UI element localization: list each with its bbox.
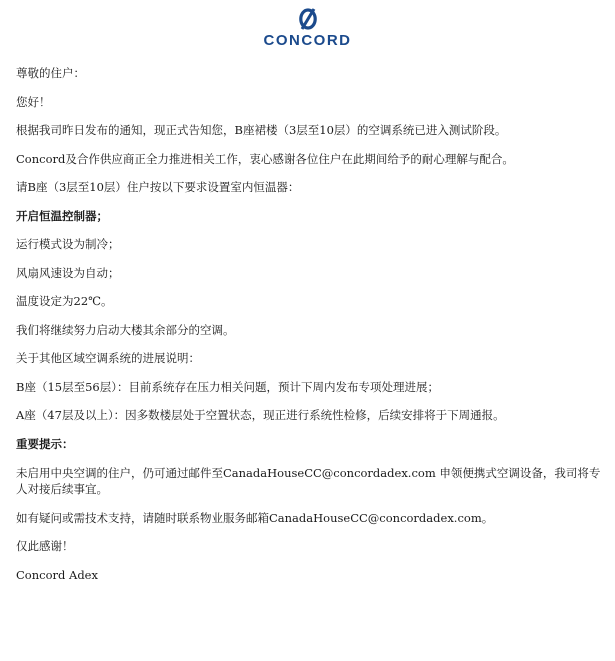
step-enable-thermostat: 开启恒温控制器； (16, 208, 108, 223)
paragraph-thermostat-instructions: 请B座（3层至10层）住户按以下要求设置室内恒温器： (16, 180, 300, 194)
support-contact: 如有疑问或需技术支持，请随时联系物业服务邮箱CanadaHouseCC@concordadex.com。 (16, 510, 494, 525)
paragraph-thanks-partners: Concord及合作供应商正全力推进相关工作，衷心感谢各位住户在此期间给予的耐心理解与配合。 (16, 151, 514, 166)
greeting: 尊敬的住户： (16, 66, 85, 80)
paragraph-announcement: 根据我司昨日发布的通知，现正式告知您，B座裙楼（3层至10层）的空调系统已进入测试阶段。 (16, 123, 507, 137)
closing-thanks: 仅此感谢！ (16, 539, 74, 553)
step-fan-auto: 风扇风速设为自动； (16, 265, 120, 280)
paragraph-continue-efforts: 我们将继续努力启动大楼其余部分的空调。 (16, 322, 235, 337)
concord-slashed-o-icon (294, 8, 322, 30)
progress-tower-b: B座（15层至56层）：目前系统存在压力相关问题，预计下周内发布专项处理进展； (16, 379, 439, 394)
hello: 您好！ (16, 94, 51, 109)
step-temperature: 温度设定为22℃。 (16, 294, 113, 308)
notice-letter (16, 66, 601, 596)
important-body: 未启用中央空调的住户，仍可通过邮件至CanadaHouseCC@concordadex.com 申领便携式空调设备，我司将专人对接后续事宜。 (16, 466, 601, 496)
signature: Concord Adex (16, 567, 98, 582)
step-cooling-mode: 运行模式设为制冷； (16, 237, 120, 251)
progress-tower-a: A座（47层及以上）：因多数楼层处于空置状态，现正进行系统性检修，后续安排将于下周通报。 (16, 408, 505, 422)
progress-heading: 关于其他区域空调系统的进展说明： (16, 351, 200, 365)
important-heading: 重要提示： (16, 436, 74, 451)
company-logo (0, 8, 615, 49)
logo-wordmark: CONCORD (263, 32, 352, 49)
